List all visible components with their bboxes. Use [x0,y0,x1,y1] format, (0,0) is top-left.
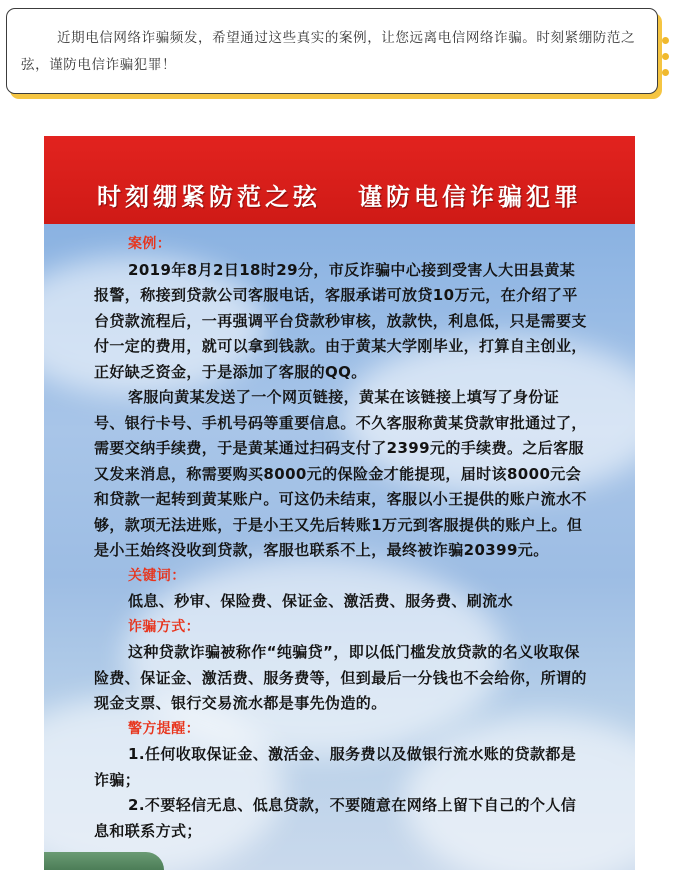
anti-fraud-poster [44,136,635,870]
decorative-dots [662,37,669,85]
case-label: 案例： [128,236,172,252]
intro-text: 近期电信网络诈骗频发，希望通过这些真实的案例，让您远离电信网络诈骗。时刻紧绷防范之弦，谨防电信诈骗犯罪！ [21,30,636,73]
case-paragraph-1: 2019年8月2日18时29分，市反诈骗中心接到受害人大田县黄某报警，称接到贷款公司客服电话，客服承诺可放贷10万元，在介绍了平台贷款流程后，一再强调平台贷款秒审核，放款快，利息低，只是需要支付一定的费用，就可以拿到钱款。由于黄某大学刚毕业，打算自主创业，正好缺乏资金，于是添加了客服的QQ。 [94,260,587,381]
method-label: 诈骗方式： [128,618,200,635]
keywords-label: 关键词： [128,567,186,584]
alert-item-1: 1.任何收取保证金、激活金、服务费以及做银行流水账的贷款都是诈骗； [94,745,577,789]
poster-title: 时刻绷紧防范之弦 谨防电信诈骗犯罪 [96,183,583,211]
poster-body [94,232,589,844]
method-text: 这种贷款诈骗被称作“纯骗贷”，即以低门槛发放贷款的名义收取保险费、保证金、激活费、服务费等，但到最后一分钱也不会给你，所谓的现金支票、银行交易流水都是事先伪造的。 [94,643,587,712]
poster-banner [44,136,635,224]
alert-item-2: 2.不要轻信无息、低息贷款，不要随意在网络上留下自己的个人信息和联系方式； [94,796,577,840]
case-paragraph-2: 客服向黄某发送了一个网页链接，黄某在该链接上填写了身份证号、银行卡号、手机号码等重要信息。不久客服称黄某贷款审批通过了，需要交纳手续费，于是黄某通过扫码支付了2399元的手续费。之后客服又发来消息，称需要购买8000元的保险金才能提现，届时该8000元会和贷款一起转到黄某账户。可这仍未结束，客服以小王提供的账户流水不够，款项无法进账，于是小王又先后转账1万元到客服提供的账户上。但是小王始终没收到贷款，客服也联系不上，最终被诈骗20399元。 [94,388,587,559]
keywords-text: 低息、秒审、保险费、保证金、激活费、服务费、刷流水 [128,592,514,610]
intro-card [6,8,658,94]
alert-label: 警方提醒： [128,720,200,737]
dot-icon [662,69,669,76]
dot-icon [662,53,669,60]
dot-icon [662,37,669,44]
ground-decoration [44,852,164,870]
